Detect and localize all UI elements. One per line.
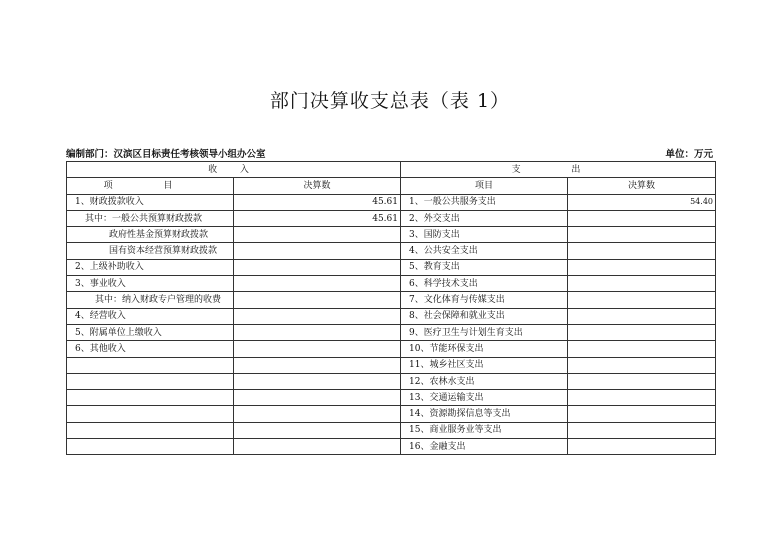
expense-amount-cell [568, 439, 716, 455]
income-item-cell [67, 373, 234, 389]
income-item-cell: 其中：一般公共预算财政拨款 [67, 210, 234, 226]
table-row [67, 227, 716, 243]
budget-summary-table [66, 161, 716, 455]
income-amount-cell [234, 292, 401, 308]
income-amount-cell [234, 357, 401, 373]
expense-amount-cell [568, 308, 716, 324]
expense-item-cell: 9、医疗卫生与计划生育支出 [401, 324, 568, 340]
expense-item-cell: 11、城乡社区支出 [401, 357, 568, 373]
income-amount-cell [234, 308, 401, 324]
income-section-header: 收 入 [67, 162, 401, 178]
table-row [67, 276, 716, 292]
income-item-cell: 6、其他收入 [67, 341, 234, 357]
expense-item-cell: 16、金融支出 [401, 439, 568, 455]
income-amount-cell [234, 406, 401, 422]
income-item-cell: 政府性基金预算财政拨款 [67, 227, 234, 243]
expense-item-cell: 13、交通运输支出 [401, 390, 568, 406]
table-row [67, 439, 716, 455]
expense-item-header: 项目 [401, 178, 568, 194]
expense-item-cell: 8、社会保障和就业支出 [401, 308, 568, 324]
income-amount-cell [234, 276, 401, 292]
expense-amount-cell [568, 357, 716, 373]
expense-amount-cell [568, 243, 716, 259]
expense-amount-cell [568, 292, 716, 308]
expense-amount-cell [568, 324, 716, 340]
table-row [67, 406, 716, 422]
income-item-cell [67, 390, 234, 406]
column-header-row [67, 178, 716, 194]
income-item-cell: 5、附属单位上缴收入 [67, 324, 234, 340]
page-title: 部门决算收支总表（表 1） [269, 90, 511, 112]
table-row [67, 259, 716, 275]
income-amount-cell [234, 422, 401, 438]
income-amount-cell [234, 324, 401, 340]
income-item-cell [67, 357, 234, 373]
expense-item-cell: 12、农林水支出 [401, 373, 568, 389]
income-amount-cell [234, 373, 401, 389]
expense-item-cell: 3、国防支出 [401, 227, 568, 243]
expense-amount-cell [568, 422, 716, 438]
income-amount-cell [234, 390, 401, 406]
expense-item-cell: 6、科学技术支出 [401, 276, 568, 292]
expense-item-cell: 7、文化体育与传媒支出 [401, 292, 568, 308]
income-item-cell [67, 422, 234, 438]
expense-amount-cell [568, 227, 716, 243]
income-amount-cell: 45.61 [234, 194, 401, 210]
income-item-cell [67, 439, 234, 455]
income-amount-cell [234, 341, 401, 357]
table-row [67, 210, 716, 226]
table-row [67, 357, 716, 373]
income-item-cell: 1、财政拨款收入 [67, 194, 234, 210]
income-item-cell: 3、事业收入 [67, 276, 234, 292]
expense-item-cell: 2、外交支出 [401, 210, 568, 226]
expense-amount-cell [568, 390, 716, 406]
expense-amount-cell [568, 210, 716, 226]
income-amount-cell [234, 439, 401, 455]
expense-item-cell: 10、节能环保支出 [401, 341, 568, 357]
table-row [67, 341, 716, 357]
income-item-cell [67, 406, 234, 422]
expense-section-header: 支 出 [401, 162, 716, 178]
table-row [67, 324, 716, 340]
income-amount-cell [234, 259, 401, 275]
unit-label: 单位：万元 [665, 149, 713, 160]
income-amount-cell [234, 243, 401, 259]
compiling-department: 编制部门：汉滨区目标责任考核领导小组办公室 [66, 149, 266, 160]
table-row [67, 292, 716, 308]
table-body [67, 162, 716, 455]
table-row [67, 422, 716, 438]
expense-item-cell: 15、商业服务业等支出 [401, 422, 568, 438]
table-row [67, 308, 716, 324]
table-row [67, 194, 716, 210]
expense-item-cell: 1、一般公共服务支出 [401, 194, 568, 210]
income-item-header: 项 目 [67, 178, 234, 194]
income-item-cell: 4、经营收入 [67, 308, 234, 324]
income-amount-cell: 45.61 [234, 210, 401, 226]
expense-item-cell: 4、公共安全支出 [401, 243, 568, 259]
expense-item-cell: 5、教育支出 [401, 259, 568, 275]
expense-amount-header: 决算数 [568, 178, 716, 194]
table-row [67, 390, 716, 406]
expense-amount-cell [568, 341, 716, 357]
income-item-cell: 国有资本经营预算财政拨款 [67, 243, 234, 259]
section-header-row [67, 162, 716, 178]
expense-amount-cell [568, 259, 716, 275]
income-item-cell: 其中：纳入财政专户管理的收费 [67, 292, 234, 308]
income-amount-cell [234, 227, 401, 243]
income-amount-header: 决算数 [234, 178, 401, 194]
expense-amount-cell: 54.40 [568, 194, 716, 210]
expense-amount-cell [568, 406, 716, 422]
table-row [67, 373, 716, 389]
income-item-cell: 2、上级补助收入 [67, 259, 234, 275]
expense-item-cell: 14、资源勘探信息等支出 [401, 406, 568, 422]
table-row [67, 243, 716, 259]
expense-amount-cell [568, 276, 716, 292]
expense-amount-cell [568, 373, 716, 389]
